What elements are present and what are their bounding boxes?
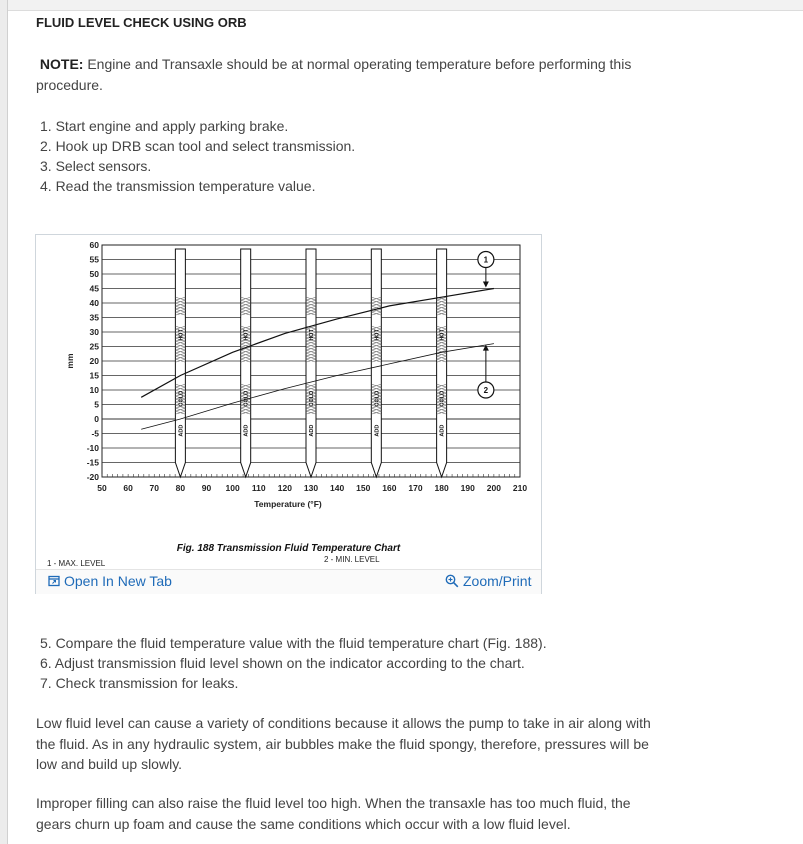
- list-item: 1. Start engine and apply parking brake.: [40, 118, 289, 134]
- note-label: NOTE:: [39, 56, 84, 72]
- x-axis-title: Temperature (°F): [254, 499, 322, 509]
- open-new-tab-label: Open In New Tab: [64, 573, 172, 589]
- page-title: FLUID LEVEL CHECK USING ORB: [36, 15, 247, 30]
- x-tick-label: 50: [97, 483, 107, 493]
- left-border: [0, 0, 8, 844]
- list-item: 4. Read the transmission temperature value.: [40, 178, 316, 194]
- x-tick-label: 120: [277, 483, 292, 493]
- callout-arrowhead-1: [483, 282, 489, 288]
- y-tick-label: 10: [89, 385, 99, 395]
- y-tick-label: 50: [89, 269, 99, 279]
- y-tick-label: 45: [89, 283, 99, 294]
- x-tick-label: 60: [123, 483, 133, 493]
- dipstick-label: COLD: [178, 390, 185, 407]
- y-tick-label: 25: [89, 341, 99, 352]
- x-tick-label: 180: [434, 483, 449, 493]
- y-tick-label: 30: [89, 327, 99, 337]
- y-tick-label: 0: [94, 414, 99, 424]
- x-tick-label: 70: [149, 483, 159, 493]
- note-text: Engine and Transaxle should be at normal operating temperature before performing this procedure.: [36, 56, 632, 93]
- dipstick-label: HOT: [309, 329, 315, 341]
- steps-before-list: [40, 116, 355, 196]
- zoom-print-link[interactable]: [445, 573, 531, 589]
- y-tick-label: 5: [94, 399, 99, 410]
- dipstick: [175, 249, 185, 477]
- dipstick: [437, 249, 447, 477]
- dipstick-label: HOT: [243, 329, 250, 341]
- dipstick-label: COLD: [374, 390, 381, 407]
- y-tick-label: -20: [86, 472, 99, 482]
- figure-toolbar: [36, 569, 541, 594]
- x-tick-label: 80: [175, 483, 186, 493]
- figure-box: [35, 234, 542, 594]
- dipstick-label: HOT: [178, 329, 185, 341]
- x-tick-label: 130: [303, 483, 319, 493]
- dipstick-label: HOT: [374, 329, 381, 341]
- callout-label-2: 2: [483, 386, 489, 395]
- list-item: 7. Check transmission for leaks.: [40, 675, 239, 691]
- dipstick-label: COLD: [309, 390, 315, 407]
- x-tick-label: 190: [460, 483, 475, 493]
- zoom-icon: [445, 574, 459, 588]
- legend-min-level: 2 - MIN. LEVEL: [324, 555, 380, 564]
- x-tick-label: 150: [356, 483, 371, 493]
- steps-after-list: [40, 633, 547, 693]
- x-tick-label: 170: [408, 483, 423, 493]
- y-tick-label: -15: [86, 457, 99, 468]
- x-tick-label: 90: [201, 483, 212, 493]
- list-item: 3. Select sensors.: [40, 158, 152, 174]
- dipstick-label: ADD: [243, 424, 250, 437]
- x-tick-label: 140: [330, 483, 345, 493]
- legend-max-level: 1 - MAX. LEVEL: [47, 559, 106, 568]
- x-tick-label: 200: [486, 483, 501, 493]
- dipstick-label: ADD: [309, 424, 315, 437]
- dipstick: [306, 249, 316, 477]
- list-item: 6. Adjust transmission fluid level shown on the indicator according to the chart.: [40, 655, 525, 671]
- y-tick-label: 40: [89, 298, 99, 308]
- dipstick-label: ADD: [374, 424, 381, 437]
- y-tick-label: 20: [89, 356, 99, 366]
- callout-label-1: 1: [483, 255, 489, 265]
- y-tick-label: -10: [86, 443, 99, 453]
- dipstick-label: COLD: [243, 390, 250, 407]
- list-item: 5. Compare the fluid temperature value with the fluid temperature chart (Fig. 188).: [40, 635, 547, 651]
- x-tick-label: 110: [251, 483, 266, 493]
- x-tick-label: 210: [512, 483, 528, 493]
- y-tick-label: 35: [89, 312, 99, 323]
- y-tick-label: 55: [89, 254, 99, 265]
- open-new-tab-link[interactable]: [48, 573, 172, 589]
- dipstick: [371, 249, 381, 477]
- dipstick-label: HOT: [439, 329, 446, 341]
- low-fluid-paragraph: Low fluid level can cause a variety of conditions because it allows the pump to take in air along with the fluid. As in any hydraulic system, air bubbles make the fluid spongy, therefore, pressures will be low and build up slowly.: [36, 715, 651, 772]
- open-new-tab-icon: [48, 575, 60, 587]
- dipstick-label: COLD: [439, 390, 446, 407]
- dipstick-label: ADD: [178, 424, 185, 437]
- x-tick-label: 100: [225, 483, 240, 493]
- y-tick-label: -5: [91, 428, 99, 439]
- note-paragraph: [36, 54, 656, 95]
- high-fluid-paragraph: Improper filling can also raise the fluid level too high. When the transaxle has too much fluid, the gears churn up foam and cause the same conditions which occur with a low fluid level.: [36, 795, 631, 832]
- dipstick: [241, 249, 251, 477]
- list-item: 2. Hook up DRB scan tool and select transmission.: [40, 138, 356, 154]
- fluid-temperature-chart: [36, 235, 541, 535]
- y-tick-label: 15: [89, 370, 99, 381]
- dipstick-label: ADD: [439, 424, 446, 437]
- y-tick-label: 60: [89, 240, 99, 250]
- figure-caption: Fig. 188 Transmission Fluid Temperature Chart: [176, 543, 401, 554]
- y-axis-title: mm: [65, 353, 75, 369]
- zoom-print-label: Zoom/Print: [463, 573, 532, 589]
- top-bar: [0, 0, 803, 11]
- x-tick-label: 160: [382, 483, 397, 493]
